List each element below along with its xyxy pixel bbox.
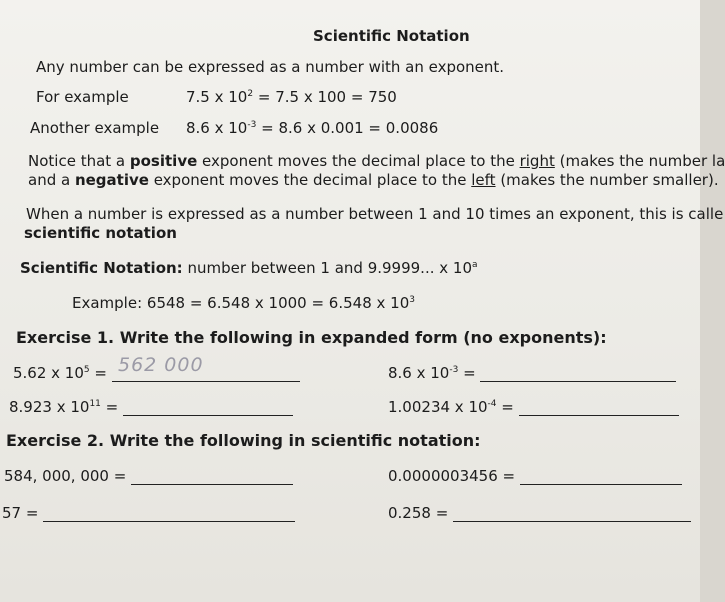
example-1-equation: 7.5 x $10^2 = 7.5$ x 100 = 750 [186,88,397,106]
sn-definition: Scientific Notation: number between 1 and 9.9999... x 10$^a$ [20,259,478,277]
definition-line-1: When a number is expressed as a number between 1 and 10 times an exponent, this is calle [26,205,724,223]
example-2-label: Another example [30,119,160,137]
exercise-1-item: 1.00234 x $10^{-4}$ = [388,398,679,416]
exercise-1-item: 8.6 x $10^{-3}$ = [388,364,676,382]
exercise-2-item: 584, 000, 000 = [4,467,293,485]
answer-blank[interactable] [123,401,293,416]
answer-blank[interactable] [131,470,293,485]
notice-line-2: and a negative exponent moves the decimal place to the left (makes the number smaller). [28,171,719,189]
example-1-label: For example [36,88,129,106]
answer-blank[interactable] [520,470,682,485]
exercise-1-heading: Exercise 1. Write the following in expanded form (no exponents): [16,328,607,347]
sn-example: Example: 6548 = 6.548 x 1000 = 6.548 x $10^3$ [72,294,415,312]
answer-blank[interactable] [480,367,676,382]
answer-blank[interactable] [519,401,679,416]
exercise-2-item: 0.0000003456 = [388,467,682,485]
intro-text: Any number can be expressed as a number with an exponent. [36,58,505,76]
exercise-2-item: 57 = [2,504,295,522]
definition-line-2: scientific notation [24,224,177,242]
exercise-2-heading: Exercise 2. Write the following in scientific notation: [6,431,481,450]
notice-line-1: Notice that a positive exponent moves the decimal place to the right (makes the number la [28,152,725,170]
exercise-2-item: 0.258 = [388,504,691,522]
handwritten-answer: 562 000 [118,354,204,376]
exercise-1-item: 8.923 x $10^{11}$ = [9,398,293,416]
example-2-equation: 8.6 x $10^{-3} = 8.6$ x 0.001 = 0.0086 [186,119,439,137]
exercise-1-item: 5.62 x $10^5$ = [13,364,300,382]
answer-blank[interactable] [453,507,691,522]
page-title: Scientific Notation [313,27,470,45]
answer-blank[interactable] [43,507,295,522]
